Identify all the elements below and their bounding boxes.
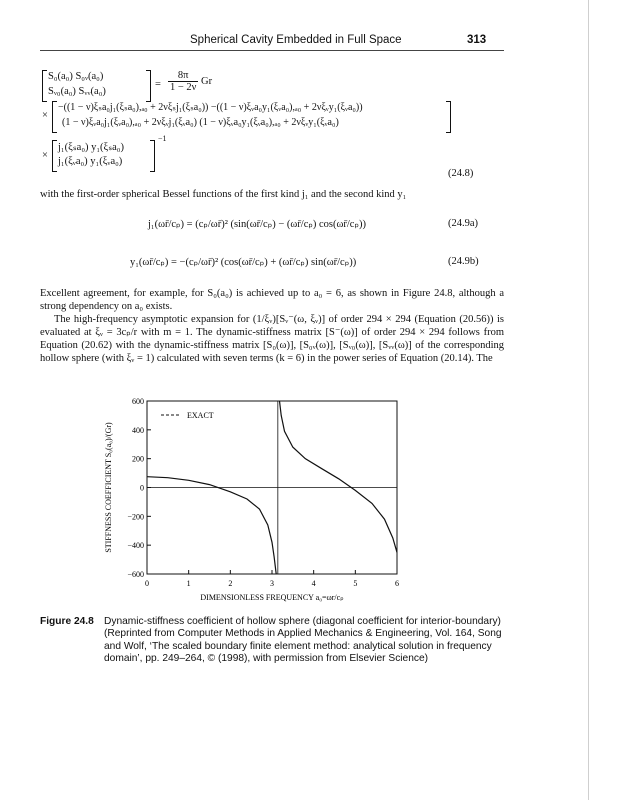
coef-numerator: 8π (168, 70, 198, 82)
y-axis-label: STIFFNESS COEFFICIENT S₀(a₀)/(Gr) (104, 422, 113, 553)
equation-number-24-8: (24.8) (448, 168, 474, 179)
lhs-matrix-row-2: Sᵥ₀(a₀) Sᵥᵥ(a₀) (48, 86, 106, 97)
x-tick-label: 2 (228, 579, 233, 588)
equation-number-24-9b: (24.9b) (448, 256, 479, 267)
coef-tail: Gr (201, 75, 213, 87)
inv-right-bracket (150, 140, 155, 172)
series-line-2 (280, 401, 398, 552)
x-tick-label: 5 (353, 579, 358, 588)
big-left-bracket (52, 101, 57, 133)
times-sign-1: × (42, 110, 48, 121)
figure-caption-text: Dynamic-stiffness coefficient of hollow sphere (diagonal coefficient for interior-boundary) (Reprinted from Computer Methods in Applied Mechanics & Engineering, Vol. 164, Song and Wolf, ‘The scaled boundary finite element method: analytical solution in frequency domain’, pp. 249–264, © (1998), with permission from Elsevier Science) (104, 616, 502, 665)
x-axis-label: DIMENSIONLESS FREQUENCY a₀=ωr/cₚ (200, 593, 344, 602)
times-sign-2: × (42, 150, 48, 161)
equation-24-9b: y₁(ωr̄/cₚ) = −(cₚ/ωr̄)² (cos(ωr̄/cₚ) + (ωr̄/cₚ) sin(ωr̄/cₚ)) (130, 257, 357, 268)
inv-left-bracket (52, 140, 57, 172)
x-tick-label: 0 (145, 579, 149, 588)
y-tick-label: 200 (132, 454, 144, 464)
body-text (40, 288, 504, 365)
equation-24-9a: j₁(ωr̄/cₚ) = (cₚ/ωr̄)² (sin(ωr̄/cₚ) − (ωr̄/cₚ) cos(ωr̄/cₚ)) (148, 219, 366, 230)
bessel-intro-text: with the first-order spherical Bessel functions of the first kind j₁ and the second kind y₁ (40, 189, 407, 200)
legend-label: EXACT (187, 411, 214, 420)
big-right-bracket (446, 101, 451, 133)
paragraph-1: Excellent agreement, for example, for S₀(a₀) is achieved up to a₀ = 6, as shown in Figure 24.8, although a strong dependency on a₀ exists. (40, 288, 504, 312)
coefficient (168, 70, 212, 93)
lhs-matrix-row-1: S₀(a₀) S₀ᵥ(a₀) (48, 71, 104, 82)
x-tick-label: 6 (395, 579, 399, 588)
left-bracket (42, 70, 47, 102)
series-line-1 (147, 477, 276, 574)
equation-number-24-9a: (24.9a) (448, 218, 479, 229)
paragraph-2: The high-frequency asymptotic expansion for (1/ξᵥ)[Sᵥ⁻(ω, ξᵥ)] of order 294 × 294 (Equation (20.56)) is evaluated at ξᵥ = 3cₚ/r with m = 1. The dynamic-stiffness matrix [S⁻(ω)] of order 294 × 294 follows from Equation (20.62) with the dynamic-stiffness matrix [S₀(ω)], [S₀ᵥ(ω)], [Sᵥ₀(ω)], [Sᵥᵥ(ω)] of the corresponding hollow sphere (with ξᵥ = 1) calculated with seven terms (k = 6) in the power series of Equation (20.14). The (40, 313, 504, 364)
inverse-exponent: −1 (158, 134, 167, 143)
y-tick-label: 600 (132, 397, 144, 406)
y-tick-label: 400 (132, 425, 144, 435)
inv-matrix-row-1: j₁(ξₛa₀) y₁(ξₛa₀) (58, 142, 124, 153)
header-rule (40, 50, 504, 51)
y-tick-label: −600 (127, 570, 144, 579)
x-tick-label: 4 (311, 579, 316, 588)
y-tick-label: −400 (127, 541, 144, 551)
figure-caption-label: Figure 24.8 (40, 616, 94, 627)
right-bracket (146, 70, 151, 102)
matrix-row-1: −((1 − ν)ξₛa₀j₁(ξₛa₀),ₐ₀ + 2νξₛj₁(ξₛa₀)) −((1 − ν)ξᵥa₀y₁(ξᵥa₀),ₐ₀ + 2νξᵥy₁(ξᵥa₀)) (58, 102, 363, 113)
inv-matrix-row-2: j₁(ξᵥa₀) y₁(ξᵥa₀) (58, 156, 123, 167)
stiffness-chart (0, 395, 617, 605)
y-tick-label: 0 (140, 483, 144, 493)
x-tick-label: 1 (186, 579, 191, 588)
page-number: 313 (467, 34, 487, 46)
running-title: Spherical Cavity Embedded in Full Space (190, 34, 402, 46)
x-tick-label: 3 (270, 579, 274, 588)
equals-sign: = (155, 79, 161, 90)
matrix-row-2: (1 − ν)ξᵥa₀j₁(ξᵥa₀),ₐ₀ + 2νξᵥj₁(ξᵥa₀) (1 − ν)ξᵥa₀y₁(ξᵥa₀),ₐ₀ + 2νξᵥy₁(ξᵥa₀) (62, 117, 339, 128)
coef-denominator: 1 − 2ν (170, 82, 197, 93)
y-tick-label: −200 (127, 512, 144, 522)
